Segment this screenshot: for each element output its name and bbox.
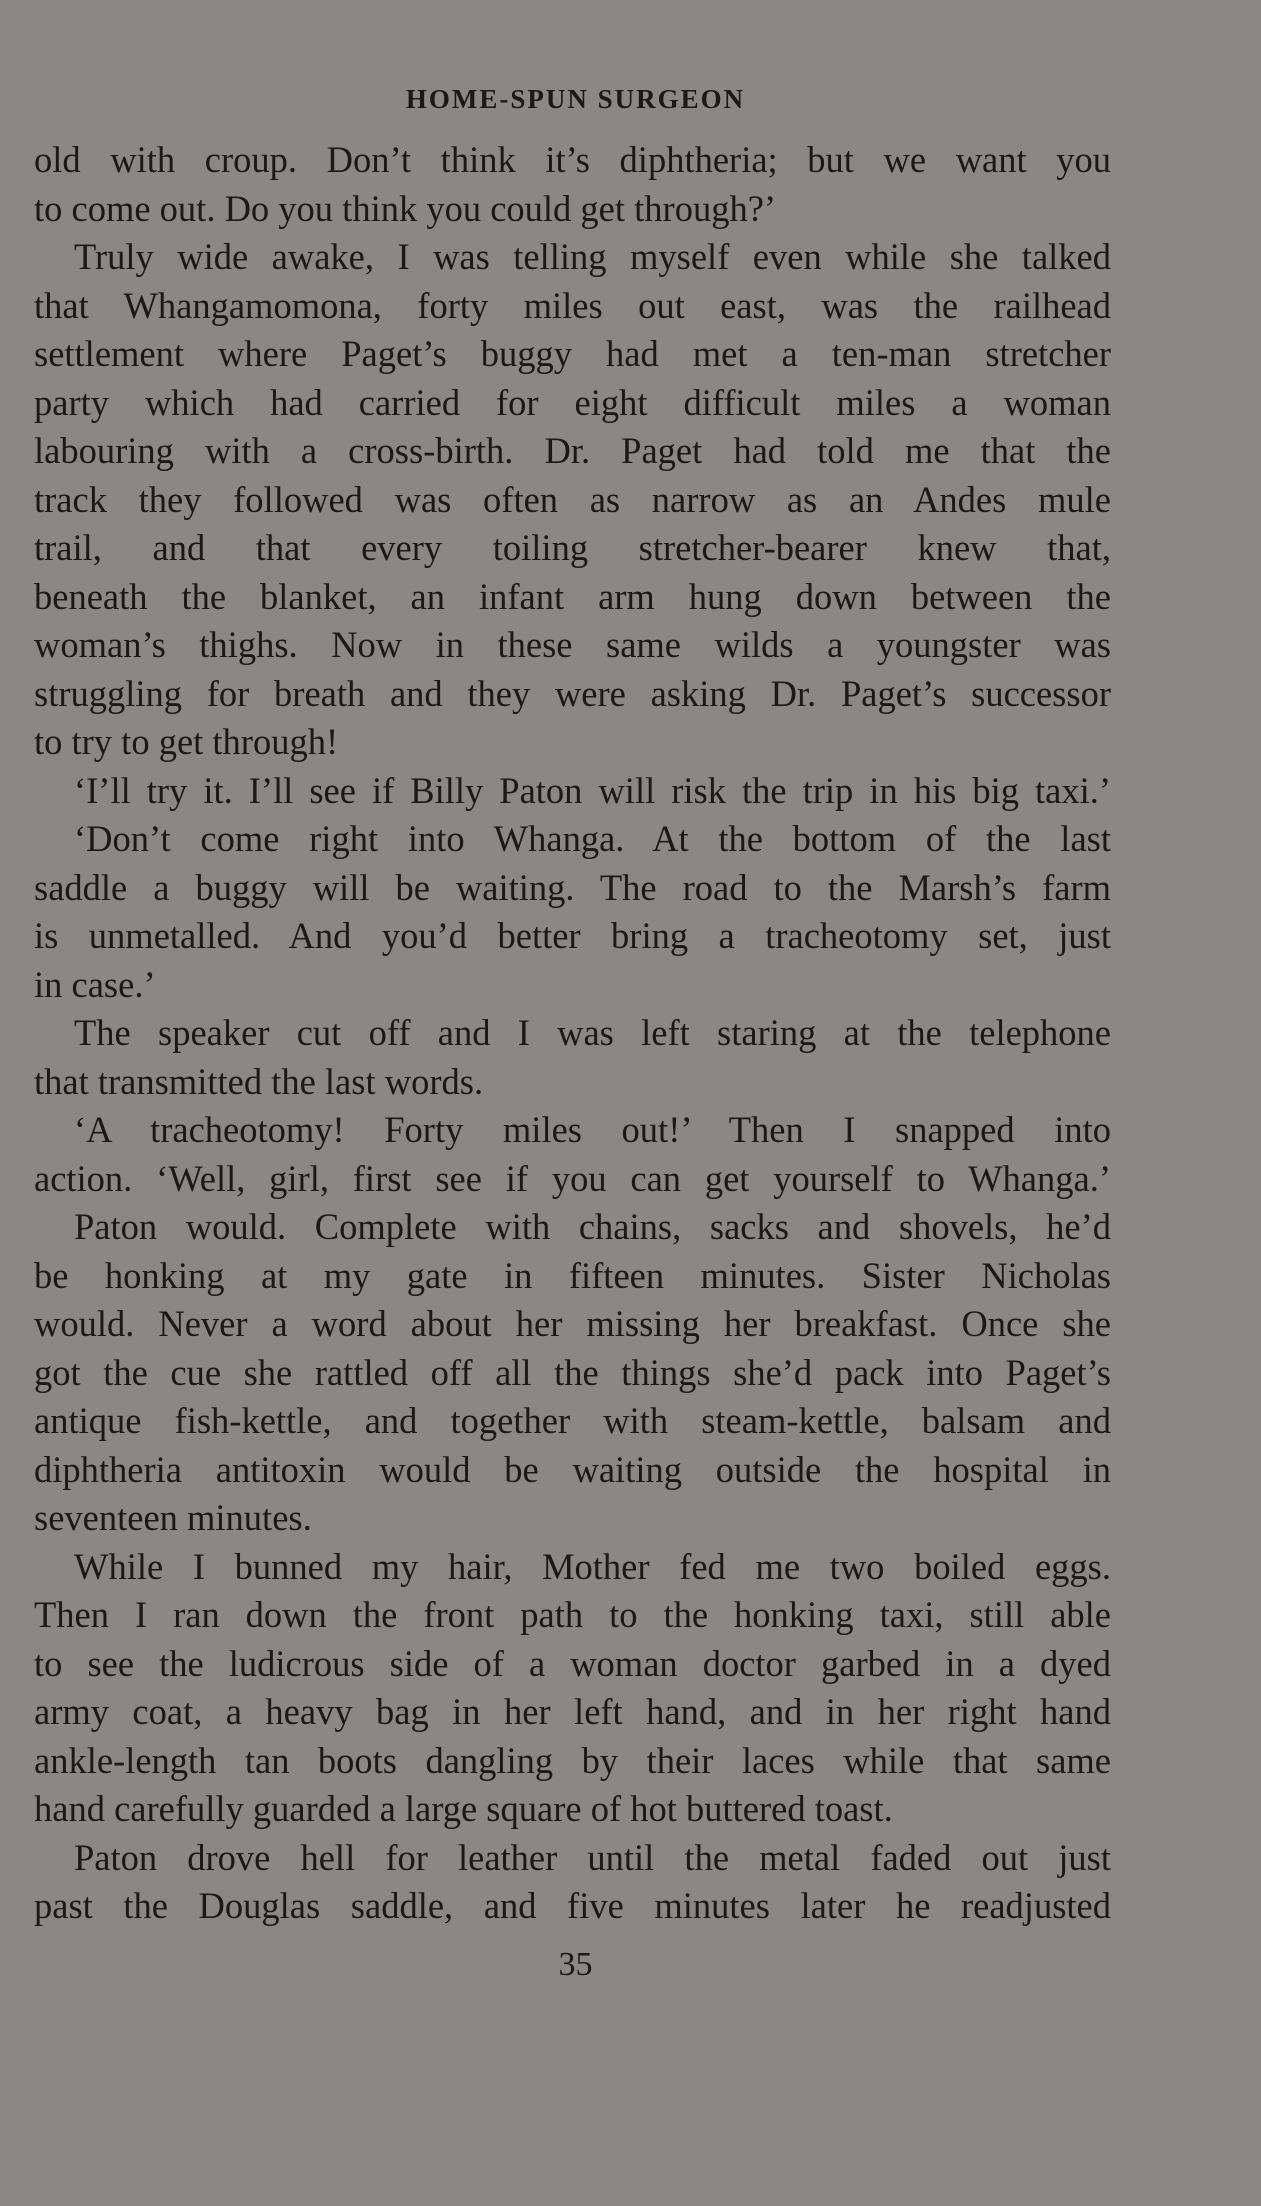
text-line: in case.’ xyxy=(34,963,156,1005)
text-line: While I bunned my hair, Mother fed me two boiled eggs. xyxy=(74,1545,1111,1587)
text-line: army coat, a heavy bag in her left hand, and in her right hand xyxy=(34,1691,1111,1732)
page-number: 35 xyxy=(558,1946,593,1983)
text-line: be honking at my gate in fifteen minutes. Sister Nicholas xyxy=(34,1254,1111,1296)
text-line: struggling for breath and they were asking Dr. Paget’s successor xyxy=(34,672,1111,714)
text-line: ‘Don’t come right into Whanga. At the bottom of the last xyxy=(74,818,1111,859)
text-line: ‘I’ll try it. I’ll see if Billy Paton will risk the trip in his big taxi.’ xyxy=(74,769,1111,811)
text-line: The speaker cut off and I was left staring at the telephone xyxy=(74,1012,1111,1053)
text-line: that Whangamomona, forty miles out east, was the railhead xyxy=(34,284,1111,326)
text-line: would. Never a word about her missing her breakfast. Once she xyxy=(34,1303,1111,1344)
text-line: old with croup. Don’t think it’s diphtheria; but we want you xyxy=(34,139,1111,180)
text-line: saddle a buggy will be waiting. The road to the Marsh’s farm xyxy=(34,866,1111,908)
text-line: woman’s thighs. Now in these same wilds a youngster was xyxy=(34,624,1111,665)
text-line: that transmitted the last words. xyxy=(34,1060,484,1102)
text-line: party which had carried for eight difficult miles a woman xyxy=(34,381,1111,423)
text-line: trail, and that every toiling stretcher-bearer knew that, xyxy=(34,527,1111,568)
text-line: labouring with a cross-birth. Dr. Paget had told me that the xyxy=(34,430,1111,471)
text-line: ‘A tracheotomy! Forty miles out!’ Then I snapped into xyxy=(74,1109,1111,1150)
body-text xyxy=(34,136,1111,1931)
text-line: Truly wide awake, I was telling myself even while she talked xyxy=(74,236,1111,277)
text-line: ankle-length tan boots dangling by their laces while that same xyxy=(34,1739,1111,1781)
text-line: got the cue she rattled off all the things she’d pack into Paget’s xyxy=(34,1351,1111,1393)
text-line: Then I ran down the front path to the honking taxi, still able xyxy=(34,1594,1111,1635)
text-line: action. ‘Well, girl, first see if you can get yourself to Whanga.’ xyxy=(34,1157,1111,1199)
text-line: track they followed was often as narrow as an Andes mule xyxy=(34,478,1111,520)
text-line: to come out. Do you think you could get through?’ xyxy=(34,187,777,229)
text-line: hand carefully guarded a large square of hot buttered toast. xyxy=(34,1788,893,1829)
text-line: to try to get through! xyxy=(34,721,339,762)
text-line: Paton drove hell for leather until the metal faded out just xyxy=(74,1836,1111,1878)
text-line: Paton would. Complete with chains, sacks and shovels, he’d xyxy=(74,1206,1111,1247)
text-line: beneath the blanket, an infant arm hung down between the xyxy=(34,575,1111,617)
text-line: is unmetalled. And you’d better bring a tracheotomy set, just xyxy=(34,915,1111,956)
text-line: to see the ludicrous side of a woman doctor garbed in a dyed xyxy=(34,1642,1111,1684)
text-line: antique fish-kettle, and together with steam-kettle, balsam and xyxy=(34,1400,1111,1441)
text-line: past the Douglas saddle, and five minutes later he readjusted xyxy=(34,1885,1111,1926)
text-line: diphtheria antitoxin would be waiting outside the hospital in xyxy=(34,1448,1111,1490)
text-line: settlement where Paget’s buggy had met a ten-man stretcher xyxy=(34,333,1111,374)
running-head: HOME-SPUN SURGEON xyxy=(405,84,746,114)
text-line: seventeen minutes. xyxy=(34,1497,312,1538)
